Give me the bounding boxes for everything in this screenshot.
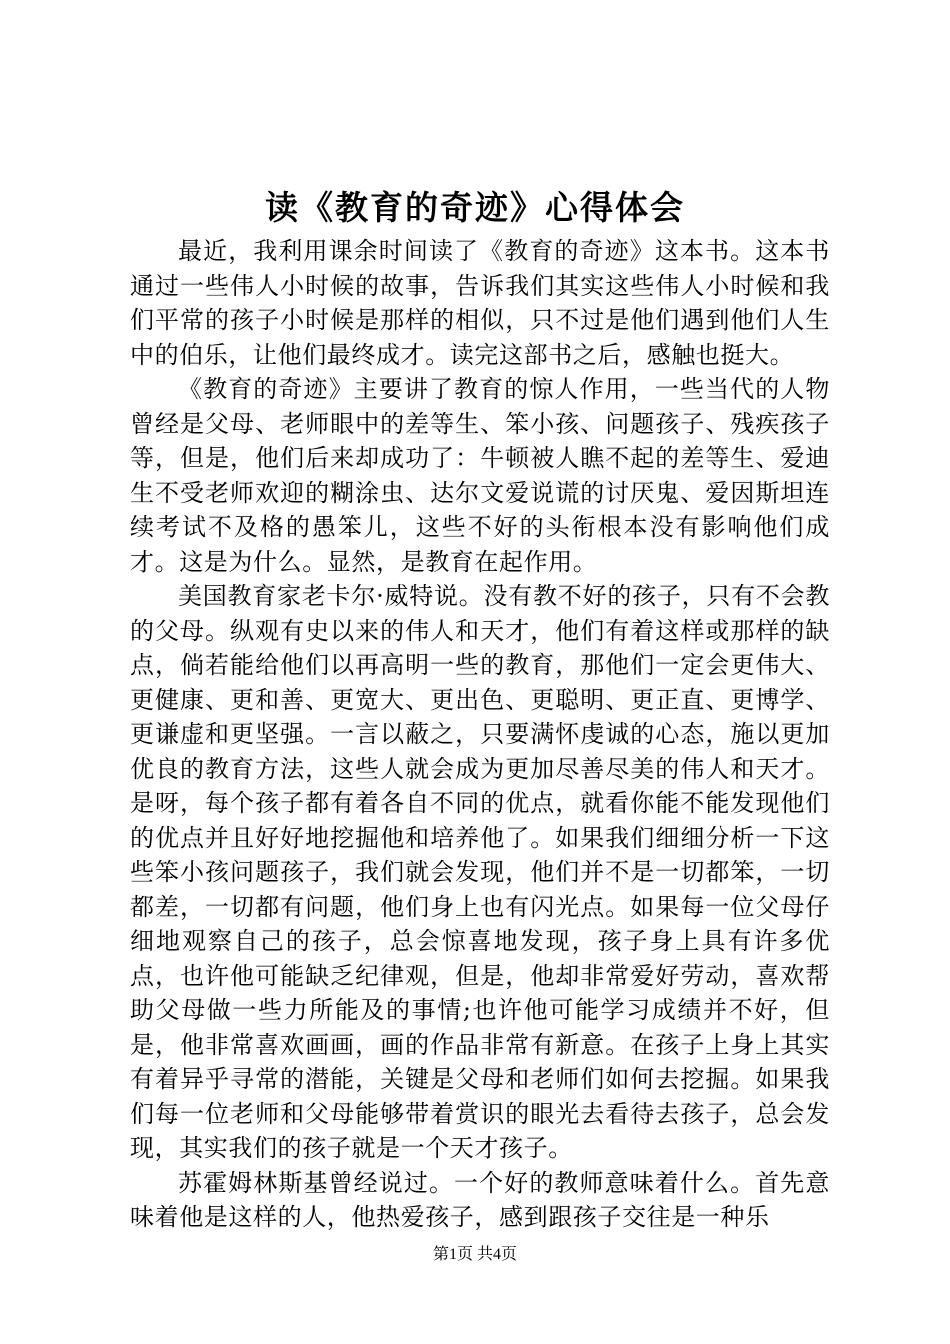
paragraph-karl-witte: 美国教育家老卡尔·威特说。没有教不好的孩子，只有不会教的父母。纵观有史以来的伟人和天才，他们有着这样或那样的缺点，倘若能给他们以再高明一些的教育，那他们一定会更伟大、更健康、更和善、更宽大、更出色、更聪明、更正直、更博学、更谦虚和更坚强。一言以蔽之，只要满怀虔诚的心态，施以更加优良的教育方法，这些人就会成为更加尽善尽美的伟人和天才。是呀，每个孩子都有着各自不同的优点，就看你能不能发现他们的优点并且好好地挖掘他和培养他了。如果我们细细分析一下这些笨小孩问题孩子，我们就会发现，他们并不是一切都笨，一切都差，一切都有问题，他们身上也有闪光点。如果每一位父母仔细地观察自己的孩子，总会惊喜地发现，孩子身上具有许多优点，也许他可能缺乏纪律观，但是，他却非常爱好劳动，喜欢帮助父母做一些力所能及的事情;也许他可能学习成绩并不好，但是，他非常喜欢画画，画的作品非常有新意。在孩子上身上其实有着异乎寻常的潜能，关键是父母和老师们如何去挖掘。如果我们每一位老师和父母能够带着赏识的眼光去看待去孩子，总会发现，其实我们的孩子就是一个天才孩子。 <box>130 582 830 1162</box>
document-body <box>130 234 830 1235</box>
paragraph-sukhomlinsky: 苏霍姆林斯基曾经说过。一个好的教师意味着什么。首先意味着他是这样的人，他热爱孩子，感到跟孩子交往是一种乐 <box>130 1168 830 1231</box>
paragraph-intro: 最近，我利用课余时间读了《教育的奇迹》这本书。这本书通过一些伟人小时候的故事，告诉我们其实这些伟人小时候和我们平常的孩子小时候是那样的相似，只不过是他们遇到他们人生中的伯乐，让他们最终成才。读完这部书之后，感触也挺大。 <box>130 237 830 369</box>
page-number-footer: 第1页 共4页 <box>432 1246 517 1263</box>
document-title: 读《教育的奇迹》心得体会 <box>265 188 685 227</box>
paragraph-book-summary: 《教育的奇迹》主要讲了教育的惊人作用，一些当代的人物曾经是父母、老师眼中的差等生、笨小孩、问题孩子、残疾孩子等，但是，他们后来却成功了：牛顿被人瞧不起的差等生、爱迪生不受老师欢迎的糊涂虫、达尔文爱说谎的讨厌鬼、爱因斯坦连续考试不及格的愚笨儿，这些不好的头衔根本没有影响他们成才。这是为什么。显然，是教育在起作用。 <box>130 375 830 576</box>
